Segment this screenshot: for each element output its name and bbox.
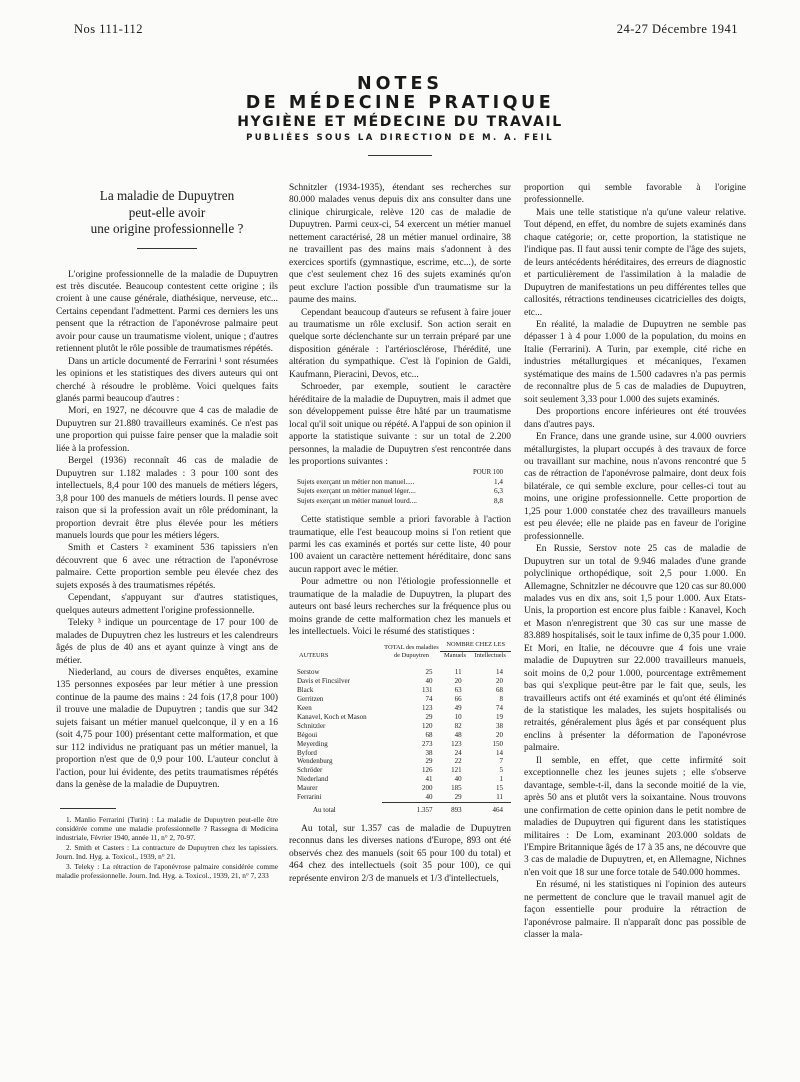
table-row — [289, 695, 511, 704]
table-row — [289, 784, 511, 793]
paragraph: Schroeder, par exemple, soutient le caractère héréditaire de la maladie de Dupuytren, mais il admet que son développement puisse être hâté par un traumatisme local qu'il soit unique ou répété. A l'appui de son opinion il apporte la statistique suivante : sur un total de 2.200 personnes, la maladie de Dupuytren s'est rencontrée dans les proportions suivantes : — [289, 382, 512, 467]
row-value: 8,8 — [494, 496, 503, 505]
proportions-table — [297, 468, 503, 506]
table-row — [289, 757, 511, 766]
intellectuels-cell: 150 — [492, 739, 503, 748]
total-cell: 131 — [421, 686, 433, 695]
table-row — [289, 775, 511, 784]
author-cell: Davis et Fincsilver — [297, 677, 350, 686]
masthead — [0, 74, 800, 156]
masthead-title: NOTES — [356, 74, 444, 94]
issue-date: 24-27 Décembre 1941 — [616, 22, 738, 36]
column-header-authors: AUTEURS — [299, 651, 329, 659]
row-label: Sujets exerçant un métier manuel léger.... — [297, 487, 416, 496]
masthead-divider — [368, 155, 432, 156]
total-label: Au total — [313, 805, 336, 814]
total-cell: 273 — [421, 739, 433, 748]
author-cell: Gerritzen — [297, 695, 324, 704]
column-header-manuels: Manuels — [444, 651, 467, 659]
manuels-cell: 29 — [454, 793, 462, 802]
total-cell: 40 — [425, 793, 433, 802]
article-title — [56, 188, 278, 238]
paragraph: proportion qui semble favorable à l'origine professionnelle. — [524, 183, 746, 206]
footnotes — [56, 815, 278, 881]
author-cell: Black — [297, 686, 314, 695]
table-row — [289, 731, 511, 740]
table-row — [297, 478, 503, 487]
manuels-cell: 22 — [454, 757, 462, 766]
statistics-table — [289, 641, 511, 815]
table-row — [297, 497, 503, 506]
total-cell: 74 — [425, 695, 433, 704]
intellectuels-cell: 68 — [496, 686, 503, 695]
author-cell: Keen — [297, 704, 312, 713]
total-cell: 123 — [421, 704, 433, 713]
author-cell: Maurer — [297, 784, 318, 793]
manuels-cell: 123 — [451, 739, 462, 748]
paragraph: Cependant, s'appuyant sur d'autres statistiques, quelques auteurs admettent l'origine professionnelle. — [56, 593, 278, 616]
masthead-section: HYGIÈNE ET MÉDECINE DU TRAVAIL — [237, 114, 563, 130]
manuels-cell: 24 — [454, 748, 462, 757]
paragraph: Au total, sur 1.357 cas de maladie de Dupuytren reconnus dans les diverses nations d'Europe, 893 ont été observés chez des manuels (soit 65 pour 100 du total) et 464 chez des intellectuels (soit 35 pour 100), ce qui représente environ 2/3 de manuels et 1/3 d'intellectuels, — [289, 823, 511, 884]
total-cell: 38 — [425, 748, 433, 757]
masthead-subtitle: DE MÉDECINE PRATIQUE — [245, 93, 555, 113]
table-row — [289, 740, 511, 749]
paragraph: Schnitzler (1934-1935), étendant ses recherches sur 80.000 malades venus depuis dix ans consulter dans une clinique chirurgicale, relève 120 cas de maladie de Dupuytren. Parmi ceux-ci, 54 exercent un métier manuel nettement caractérisé, 28 un métier manuel ordinaire, 38 ne travaillent pas des mains mais s'adonnent à des exercices sportifs (gymnastique, escrime, etc...), de sorte que c'est seulement chez 16 des sujets examinés qu'on peut exclure l'action possible d'un traumatisme sur la paume des mains. — [289, 183, 511, 306]
table-row — [297, 487, 503, 496]
column-header-intellectuels: Intellectuels — [474, 651, 506, 659]
footnote: 1. Manlio Ferrarini (Turin) : La maladie de Dupuytren peut-elle être considérée comme une maladie professionnelle ? Rassegna di Medicina industriale, Février 1940, année 11, n° 2, 70-97. — [56, 814, 278, 843]
paragraph: En résumé, ni les statistiques ni l'opinion des auteurs ne permettent de conclure que le travail manuel agit de façon essentielle pour produire la rétraction de l'aponévrose palmaire. Il n'apparaît donc pas possible de classer la mala- — [524, 880, 746, 941]
total-row — [289, 802, 511, 814]
paragraph: En Russie, Serstov note 25 cas de maladie de Dupuytren sur un total de 9.946 malades d'une grande polyclinique orthopédique, soit 2,5 pour 1.000. En Allemagne, Schnitzler ne découvre que 120 cas sur 80.000 malades vus en dix ans, soit 1,5 pour 1.000. Aux Etats-Unis, la proportion est encore plus faible : Kanavel, Koch et Mason n'enregistrent que 30 cas sur une masse de 83.889 hospitalisés, soit le taux infime de 0,35 pour 1.000. Et Mori, en Italie, ne découvre que 4 fois une vraie maladie de Dupuytren sur 22.000 travailleurs manuels, soit moins de 0,2 pour 1.000, pourcentage extrêmement bas qui s'explique peut-être par le fait que, seuls, les travailleurs actifs ont été examinés et qu'ont été éliminés de la statistique les malades, les sujets hospitalisés ou retraités, généralement plus âgés et par conséquent plus enclins à présenter la déformation de l'aponévrose palmaire. — [524, 544, 746, 754]
row-value: 1,4 — [494, 477, 503, 486]
manuels-cell: 63 — [454, 686, 462, 695]
paragraph: En France, dans une grande usine, sur 4.000 ouvriers métallurgistes, la plupart occupés à des travaux de force ou travaillant sur machine, nous n'avons rencontré que 5 cas de rétraction de l'aponévrose palmaire, dont deux fois bilatérale, ce qui semble exclure, pour celles-ci tout au moins, une origine professionnelle. Cette proportion de 1,25 pour 1.000 constatée chez des travailleurs manuels est peu élevée; elle ne plaide pas en faveur de l'origine professionnelle. — [524, 432, 746, 542]
intellectuels-cell: 1 — [499, 775, 503, 784]
paragraph: Mais une telle statistique n'a qu'une valeur relative. Tout dépend, en effet, du nombre de sujets examinés dans chaque catégorie; or, cette proportion, la statistique ne l'indique pas. Il faut aussi tenir compte de l'âge des sujets, de leurs antécédents héréditaires, des erreurs de diagnostic et particulièrement de l'assimilation à la maladie de Dupuytren de manifestations un peu différentes telles que callosités, rétractions tendineuses cicatricielles des doigts, etc... — [524, 207, 746, 318]
author-cell: Kanavel, Koch et Mason — [297, 712, 367, 721]
total-cell: 126 — [421, 766, 433, 775]
total-cell: 40 — [425, 677, 433, 686]
manuels-cell: 82 — [454, 721, 462, 730]
column-header-total: TOTAL des maladies de Dupuytren — [384, 643, 439, 659]
column-3 — [524, 182, 746, 942]
table-row — [289, 677, 511, 686]
author-cell: Niederland — [297, 775, 329, 784]
footnote: 2. Smith et Casters : La contracture de Dupuytren chez les tapissiers. Journ. Ind. Hyg. a. Toxicol., 1939, n° 21. — [56, 842, 278, 862]
masthead-direction: PUBLIÉES SOUS LA DIRECTION DE M. A. FEIL — [246, 133, 554, 143]
intellectuels-cell: 74 — [496, 704, 503, 713]
table-row — [289, 793, 511, 802]
manuels-cell: 20 — [454, 677, 462, 686]
manuels-cell: 48 — [454, 730, 462, 739]
manuels-cell: 11 — [454, 668, 462, 677]
paragraph: En réalité, la maladie de Dupuytren ne semble pas dépasser 1 à 4 pour 1.000 de la population, du moins en Italie (Ferrarini). A Turin, par exemple, cité riche en industries métallurgiques et mécaniques, l'examen systématique des mains de 1.500 cadavres n'a pas permis de reconnaître plus de 5 cas de maladies de Dupuytren, soit seulement 3,33 pour 1.000 des sujets examinés. — [524, 319, 746, 405]
table-row — [289, 766, 511, 775]
paragraph: L'origine professionnelle de la maladie de Dupuytren est très discutée. Beaucoup contestent cette origine ; ils croient à une cause générale, diathésique, nerveuse, etc... Certains cependant l'admettent. Parmi ces derniers les uns pensent que la rétraction de l'aponévrose palmaire peut avoir pour cause un traumatisme violent, unique ; d'autres retiennent plutôt le rôle possible de traumatismes répétés. — [56, 269, 278, 355]
intellectuels-cell: 38 — [496, 721, 503, 730]
intellectuels-cell: 20 — [496, 730, 503, 739]
total-cell: 200 — [421, 784, 433, 793]
total-cell: 68 — [425, 730, 433, 739]
author-cell: Schnitzler — [297, 721, 326, 730]
article-title-line: une origine professionnelle ? — [90, 221, 244, 236]
author-cell: Meyerding — [297, 739, 328, 748]
total-cell: 25 — [425, 668, 433, 677]
intellectuels-cell: 15 — [496, 784, 503, 793]
author-cell: Bégoui — [297, 730, 318, 739]
manuels-cell: 49 — [454, 704, 462, 713]
title-divider — [137, 248, 197, 249]
intellectuels-cell: 11 — [496, 793, 503, 802]
manuels-cell: 185 — [451, 784, 462, 793]
paragraph: Bergel (1936) reconnaît 46 cas de maladie de Dupuytren sur 1.182 malades : 3 pour 100 sont des intellectuels, 8,4 pour 100 des manuels de métiers légers, 3,8 pour 100 des manuels de métiers lourds. Il pense avec raison que si la profession avait un rôle prédominant, la proportion devrait être plus élevée pour les métiers manuels lourds que pour les métiers légers. — [56, 456, 278, 542]
column-2 — [289, 182, 511, 885]
proportions-header: POUR 100 — [472, 469, 503, 477]
intellectuels-cell: 14 — [496, 748, 503, 757]
author-cell: Serstow — [297, 668, 320, 677]
row-label: Sujets exerçant un métier non manuel..... — [297, 477, 415, 486]
paragraph: Cependant beaucoup d'auteurs se refusent à faire jouer au traumatisme un rôle exclusif. Son action serait en quelque sorte déclenchante sur un terrain préparé par une disposition générale : l'artériosclérose, l'hérédité, une altération du sympathique. C'est là l'opinion de Galdi, Kaufmann, Pieracini, Devos, etc... — [289, 307, 511, 380]
paragraph: Des proportions encore inférieures ont été trouvées dans d'autres pays. — [524, 407, 746, 430]
total-cell: 29 — [425, 757, 433, 766]
total-intellectuels: 464 — [470, 802, 511, 814]
paragraph: Mori, en 1927, ne découvre que 4 cas de maladie de Dupuytren sur 21.880 travailleurs examinés. Ce n'est pas une proportion qui puisse faire penser que la maladie soit liée à la profession. — [56, 406, 278, 454]
statistics-body — [289, 668, 511, 802]
total-manuels: 893 — [440, 802, 469, 814]
table-row — [289, 713, 511, 722]
intellectuels-cell: 14 — [496, 668, 503, 677]
author-cell: Wendenburg — [297, 757, 333, 766]
total-cell: 120 — [421, 721, 433, 730]
paragraph: Dans un article documenté de Ferrarini ¹ sont résumées les opinions et les statistiques des divers auteurs qui ont cherché à résoudre le problème. Voici quelques faits glanés parmi beaucoup d'autres : — [56, 356, 278, 405]
row-label: Sujets exerçant un métier manuel lourd.... — [297, 496, 417, 505]
paragraph: Teleky ³ indique un pourcentage de 17 pour 100 de malades de Dupuytren chez les lustreurs et les calendreurs âgés de plus de 40 ans et ayant quinze à vingt ans de métier. — [56, 618, 278, 666]
manuels-cell: 121 — [451, 766, 462, 775]
paragraph: Niederland, au cours de diverses enquêtes, examine 135 personnes exposées par leur métier à une pression continue de la paume des mains : 24 fois (17,8 pour 100) il trouve une maladie de Dupuytren ; tandis que sur 342 sujets faisant un métier manuel quelconque, il y en a 16 (soit 4,75 pour 100) présentant cette malformation, et que sur 112 individus ne pratiquant pas un métier manuel, la proportion n'est que de 0,9 pour 100. L'auteur conclut à l'action, pour lui évidente, des petits traumatismes répétés dans la genèse de la maladie de Dupuytren. — [56, 668, 278, 791]
author-cell: Ferrarini — [297, 793, 322, 802]
manuels-cell: 40 — [454, 775, 462, 784]
total-value: 1.357 — [382, 802, 440, 814]
footnote: 3. Teleky : La rétraction de l'aponévrose palmaire considérée comme maladie professionnelle. Journ. Ind. Hyg. a. Toxicol., 1939, 21, n° 7, 233 — [56, 861, 278, 880]
table-row — [289, 722, 511, 731]
column-header-group: NOMBRE CHEZ LES — [440, 641, 511, 652]
article-title-line: peut-elle avoir — [128, 204, 206, 220]
table-row — [289, 704, 511, 713]
total-cell: 41 — [425, 775, 433, 784]
footnote-divider — [60, 808, 116, 809]
intellectuels-cell: 5 — [499, 766, 503, 775]
author-cell: Schröder — [297, 766, 323, 775]
manuels-cell: 10 — [454, 712, 462, 721]
author-cell: Byford — [297, 748, 317, 757]
table-row — [289, 686, 511, 695]
manuels-cell: 66 — [454, 695, 462, 704]
table-row — [289, 668, 511, 677]
issue-number: Nos 111-112 — [74, 22, 144, 36]
total-cell: 29 — [425, 712, 433, 721]
paragraph: Cette statistique semble a priori favorable à l'action traumatique, elle l'est beaucoup moins si l'on retient que parmi les cas examinés et portés sur cette liste, 40 pour 100 avaient un caractère nettement héréditaire, donc sans aucun rapport avec le métier. — [289, 515, 511, 575]
intellectuels-cell: 20 — [496, 677, 503, 686]
table-row — [289, 749, 511, 758]
intellectuels-cell: 7 — [499, 757, 503, 766]
intellectuels-cell: 8 — [499, 695, 503, 704]
intellectuels-cell: 19 — [496, 712, 503, 721]
row-value: 6,3 — [494, 487, 503, 496]
article-title-line: La maladie de Dupuytren — [99, 188, 235, 203]
paragraph: Il semble, en effet, que cette infirmité soit exceptionnelle chez les jeunes sujets ; elle s'observe davantage, semble-t-il, dans la seconde moitié de la vie, après 50 ans et plutôt vers la soixantaine. Nous trouvons une confirmation de cette opinion dans le petit nombre de maladies de Dupuytren qui figurent dans les statistiques militaires : De Lom, examinant 203.000 soldats de l'Empire Britannique âgés de 17 à 35 ans, ne découvre que 3 cas de maladie de Dupuytren, et, en Allemagne, Nichnes n'en voit que 18 sur une force totale de 540.000 hommes. — [524, 755, 746, 878]
column-1 — [56, 182, 278, 880]
paragraph: Smith et Casters ² examinent 536 tapissiers n'en découvrent que 6 avec une rétraction de l'aponévrose palmaire. Cette proportion semble peu élevée chez des sujets exposés à des traumatismes répétés. — [56, 543, 278, 591]
paragraph: Pour admettre ou non l'étiologie professionnelle et traumatique de la maladie de Dupuytren, la plupart des auteurs ont basé leurs recherches sur la fréquence plus ou moins grande de cette malformation chez les manuels et les intellectuels. Voici le résumé des statistiques : — [289, 577, 511, 638]
